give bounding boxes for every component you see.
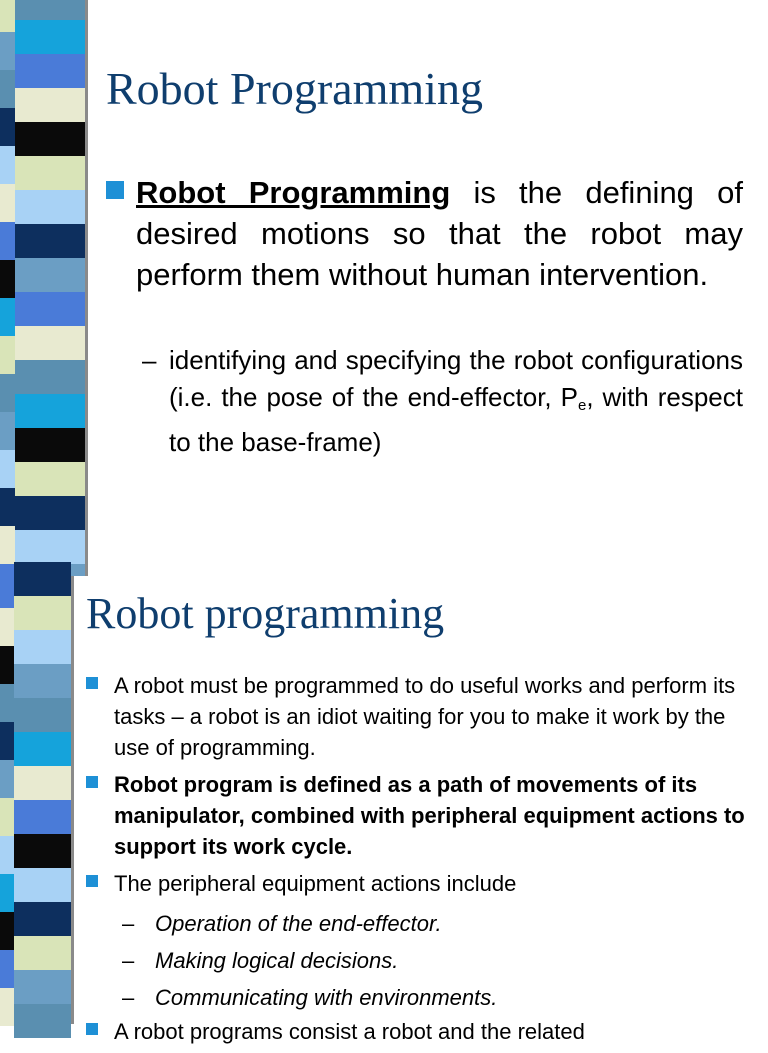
dash-icon: – [122, 985, 135, 1010]
strip-tile [0, 32, 15, 70]
strip-tile [0, 298, 15, 336]
subscript-e: e [577, 397, 587, 414]
list-item [86, 769, 748, 862]
square-bullet-icon [86, 875, 98, 887]
strip-tile [15, 0, 85, 20]
strip-tile [15, 360, 85, 394]
strip-tile [14, 596, 71, 630]
list-item [86, 670, 748, 763]
strip-tile [14, 902, 71, 936]
strip-tile [0, 646, 14, 684]
strip-tile [14, 630, 71, 664]
bullet-keyword: Robot Programming [136, 175, 451, 210]
strip-tile [0, 912, 14, 950]
strip-column [0, 576, 14, 1024]
strip-tile [15, 292, 85, 326]
strip-tile [14, 800, 71, 834]
decorative-strip [0, 576, 74, 1024]
bullet-definition [106, 172, 743, 295]
slide-title: Robot programming [86, 589, 445, 638]
strip-tile [14, 698, 71, 732]
strip-column [14, 576, 71, 1024]
strip-tile [15, 462, 85, 496]
strip-tile [0, 874, 14, 912]
strip-tile [0, 798, 14, 836]
dash-icon: – [122, 948, 135, 973]
square-bullet-icon [106, 181, 124, 199]
dash-icon: – [142, 345, 157, 375]
strip-tile [14, 562, 71, 596]
list-item-text: A robot must be programmed to do useful works and perform its tasks – a robot is an idiot waiting for you to make it work by the use of programming. [114, 673, 736, 760]
strip-tile [15, 258, 85, 292]
bullet-text: is the defining of desired motions so that the robot may perform them without human intervention. [136, 175, 743, 292]
strip-tile [15, 20, 85, 54]
strip-tile [0, 222, 15, 260]
strip-tile [15, 326, 85, 360]
strip-tile [0, 526, 15, 564]
strip-tile [0, 760, 14, 798]
strip-edge [71, 576, 74, 1024]
strip-tile [14, 1004, 71, 1038]
strip-tile [0, 988, 14, 1026]
strip-tile [15, 496, 85, 530]
sub-list-item [122, 979, 748, 1016]
square-bullet-icon [86, 677, 98, 689]
strip-column [15, 0, 85, 576]
strip-tile [15, 122, 85, 156]
strip-edge [85, 0, 88, 576]
strip-tile [14, 936, 71, 970]
bullet-list [86, 670, 748, 1053]
list-item-text: The peripheral equipment actions include [114, 871, 517, 896]
strip-tile [0, 570, 14, 608]
strip-tile [14, 834, 71, 868]
strip-tile [15, 190, 85, 224]
strip-tile [0, 108, 15, 146]
sub-list-item [122, 905, 748, 942]
strip-tile [15, 224, 85, 258]
strip-tile [0, 836, 14, 874]
strip-tile [14, 732, 71, 766]
sub-bullet-text-end: , with respect to the base-frame) [169, 382, 743, 457]
strip-column [0, 0, 15, 576]
strip-tile [15, 530, 85, 564]
strip-tile [0, 146, 15, 184]
list-item-text: A robot programs consist a robot and the related [114, 1019, 585, 1044]
strip-tile [0, 260, 15, 298]
strip-tile [0, 450, 15, 488]
strip-tile [0, 722, 14, 760]
decorative-strip [0, 0, 88, 576]
strip-tile [15, 156, 85, 190]
strip-tile [0, 412, 15, 450]
strip-tile [15, 394, 85, 428]
slide-title: Robot Programming [106, 63, 483, 114]
square-bullet-icon [86, 776, 98, 788]
list-item-text: Robot program is defined as a path of movements of its manipulator, combined with peripheral equipment actions to support its work cycle. [114, 772, 745, 859]
strip-tile [0, 608, 14, 646]
square-bullet-icon [86, 1023, 98, 1035]
strip-tile [0, 950, 14, 988]
dash-icon: – [122, 911, 135, 936]
sub-bullet-configurations [142, 342, 743, 461]
slide-robot-programming-overview [0, 576, 768, 1044]
strip-tile [15, 428, 85, 462]
strip-tile [0, 0, 15, 32]
list-item-partial [86, 1016, 748, 1047]
strip-tile [0, 336, 15, 374]
strip-tile [0, 684, 14, 722]
sub-list-item [122, 942, 748, 979]
strip-tile [0, 488, 15, 526]
sub-list [122, 905, 748, 1016]
strip-tile [14, 868, 71, 902]
strip-tile [0, 70, 15, 108]
list-item [86, 868, 748, 899]
strip-tile [14, 766, 71, 800]
strip-tile [0, 184, 15, 222]
sub-list-item-text: Communicating with environments. [155, 985, 498, 1010]
strip-tile [15, 88, 85, 122]
strip-tile [15, 54, 85, 88]
sub-list-item-text: Operation of the end-effector. [155, 911, 442, 936]
strip-tile [0, 374, 15, 412]
strip-tile [14, 664, 71, 698]
sub-list-item-text: Making logical decisions. [155, 948, 399, 973]
strip-tile [14, 970, 71, 1004]
sub-bullet-text: identifying and specifying the robot configurations (i.e. the pose of the end-effector, P [169, 345, 743, 412]
